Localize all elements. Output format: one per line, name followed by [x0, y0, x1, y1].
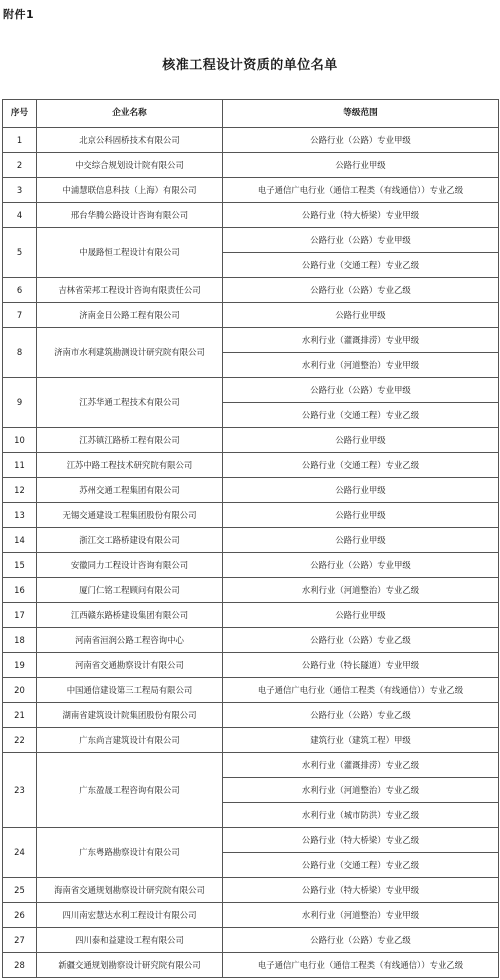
table-row [3, 953, 499, 978]
serial-no-cell: 19 [3, 653, 37, 678]
company-name-cell: 广东盈晟工程咨询有限公司 [37, 753, 223, 828]
grade-scope-cell: 电子通信广电行业（通信工程类（有线通信））专业乙级 [223, 678, 499, 703]
grade-scope-cell: 公路行业（公路）专业乙级 [223, 703, 499, 728]
grade-scope-cell: 公路行业（特大桥梁）专业甲级 [223, 878, 499, 903]
serial-no-cell: 24 [3, 828, 37, 878]
serial-no-cell: 25 [3, 878, 37, 903]
company-name-cell: 广东粤路勘察设计有限公司 [37, 828, 223, 878]
attachment-label: 附件1 [3, 8, 35, 21]
serial-no-cell: 1 [3, 128, 37, 153]
serial-no-cell: 3 [3, 178, 37, 203]
grade-scope-cell: 公路行业甲级 [223, 603, 499, 628]
table-row [3, 728, 499, 753]
company-name-cell: 厦门仁铭工程顾问有限公司 [37, 578, 223, 603]
grade-scope-cell: 公路行业甲级 [223, 428, 499, 453]
grade-scope-cell: 水利行业（河道整治）专业甲级 [223, 353, 499, 378]
grade-scope-cell: 公路行业（公路）专业乙级 [223, 928, 499, 953]
table-row [3, 478, 499, 503]
company-name-cell: 无锡交通建设工程集团股份有限公司 [37, 503, 223, 528]
company-name-cell: 浙江交工路桥建设有限公司 [37, 528, 223, 553]
table-row [3, 303, 499, 328]
grade-scope-cell: 水利行业（城市防洪）专业乙级 [223, 803, 499, 828]
table-row [3, 203, 499, 228]
company-name-cell: 海南省交通规划勘察设计研究院有限公司 [37, 878, 223, 903]
serial-no-cell: 22 [3, 728, 37, 753]
serial-no-cell: 23 [3, 753, 37, 828]
grade-scope-cell: 公路行业（交通工程）专业乙级 [223, 853, 499, 878]
grade-scope-cell: 公路行业（公路）专业甲级 [223, 228, 499, 253]
company-name-cell: 邢台华腾公路设计咨询有限公司 [37, 203, 223, 228]
grade-scope-cell: 公路行业（公路）专业甲级 [223, 378, 499, 403]
serial-no-cell: 11 [3, 453, 37, 478]
company-name-cell: 江苏中路工程技术研究院有限公司 [37, 453, 223, 478]
serial-no-cell: 4 [3, 203, 37, 228]
header-company-name: 企业名称 [37, 100, 223, 128]
company-name-cell: 济南金日公路工程有限公司 [37, 303, 223, 328]
table-row [3, 553, 499, 578]
table-row [3, 378, 499, 403]
serial-no-cell: 2 [3, 153, 37, 178]
grade-scope-cell: 公路行业甲级 [223, 528, 499, 553]
table-row [3, 678, 499, 703]
serial-no-cell: 14 [3, 528, 37, 553]
serial-no-cell: 26 [3, 903, 37, 928]
grade-scope-cell: 水利行业（灌溉排涝）专业甲级 [223, 328, 499, 353]
grade-scope-cell: 水利行业（河道整治）专业甲级 [223, 903, 499, 928]
serial-no-cell: 13 [3, 503, 37, 528]
table-row [3, 228, 499, 253]
table-row [3, 828, 499, 853]
company-name-cell: 江苏镇江路桥工程有限公司 [37, 428, 223, 453]
company-name-cell: 广东尚言建筑设计有限公司 [37, 728, 223, 753]
table-row [3, 278, 499, 303]
serial-no-cell: 15 [3, 553, 37, 578]
header-grade-scope: 等级范围 [223, 100, 499, 128]
grade-scope-cell: 水利行业（河道整治）专业乙级 [223, 578, 499, 603]
table-row [3, 528, 499, 553]
grade-scope-cell: 公路行业（特大桥梁）专业乙级 [223, 828, 499, 853]
grade-scope-cell: 建筑行业（建筑工程）甲级 [223, 728, 499, 753]
table-body [3, 128, 499, 978]
header-serial-no: 序号 [3, 100, 37, 128]
table-row [3, 878, 499, 903]
table-row [3, 628, 499, 653]
serial-no-cell: 21 [3, 703, 37, 728]
grade-scope-cell: 电子通信广电行业（通信工程类（有线通信））专业乙级 [223, 178, 499, 203]
company-name-cell: 安徽同力工程设计咨询有限公司 [37, 553, 223, 578]
grade-scope-cell: 公路行业（公路）专业乙级 [223, 628, 499, 653]
company-name-cell: 河南省交通勘察设计有限公司 [37, 653, 223, 678]
serial-no-cell: 28 [3, 953, 37, 978]
company-name-cell: 江苏华通工程技术有限公司 [37, 378, 223, 428]
table-row [3, 328, 499, 353]
table-row [3, 653, 499, 678]
qualification-table [2, 99, 499, 978]
grade-scope-cell: 水利行业（灌溉排涝）专业乙级 [223, 753, 499, 778]
company-name-cell: 吉林省荣邦工程设计咨询有限责任公司 [37, 278, 223, 303]
table-row [3, 453, 499, 478]
table-row [3, 903, 499, 928]
table-row [3, 153, 499, 178]
table-row [3, 703, 499, 728]
company-name-cell: 湖南省建筑设计院集团股份有限公司 [37, 703, 223, 728]
table-row [3, 428, 499, 453]
serial-no-cell: 18 [3, 628, 37, 653]
company-name-cell: 新疆交通规划勘察设计研究院有限公司 [37, 953, 223, 978]
company-name-cell: 四川泰和益建设工程有限公司 [37, 928, 223, 953]
grade-scope-cell: 公路行业（公路）专业乙级 [223, 278, 499, 303]
company-name-cell: 中晟路恒工程设计有限公司 [37, 228, 223, 278]
grade-scope-cell: 公路行业（特大桥梁）专业甲级 [223, 203, 499, 228]
serial-no-cell: 27 [3, 928, 37, 953]
company-name-cell: 中国通信建设第三工程局有限公司 [37, 678, 223, 703]
serial-no-cell: 5 [3, 228, 37, 278]
company-name-cell: 苏州交通工程集团有限公司 [37, 478, 223, 503]
serial-no-cell: 16 [3, 578, 37, 603]
grade-scope-cell: 公路行业甲级 [223, 303, 499, 328]
grade-scope-cell: 水利行业（河道整治）专业乙级 [223, 778, 499, 803]
grade-scope-cell: 公路行业（公路）专业甲级 [223, 553, 499, 578]
serial-no-cell: 17 [3, 603, 37, 628]
grade-scope-cell: 公路行业（交通工程）专业乙级 [223, 403, 499, 428]
grade-scope-cell: 公路行业甲级 [223, 478, 499, 503]
grade-scope-cell: 公路行业（交通工程）专业乙级 [223, 453, 499, 478]
document-title: 核准工程设计资质的单位名单 [162, 58, 338, 73]
table-row [3, 753, 499, 778]
grade-scope-cell: 公路行业（交通工程）专业乙级 [223, 253, 499, 278]
grade-scope-cell: 公路行业甲级 [223, 153, 499, 178]
serial-no-cell: 8 [3, 328, 37, 378]
table-row [3, 178, 499, 203]
company-name-cell: 江西赣东路桥建设集团有限公司 [37, 603, 223, 628]
table-row [3, 128, 499, 153]
serial-no-cell: 10 [3, 428, 37, 453]
serial-no-cell: 9 [3, 378, 37, 428]
grade-scope-cell: 公路行业甲级 [223, 503, 499, 528]
table-row [3, 603, 499, 628]
company-name-cell: 四川南宏慧达水利工程设计有限公司 [37, 903, 223, 928]
table-row [3, 503, 499, 528]
grade-scope-cell: 电子通信广电行业（通信工程类（有线通信））专业乙级 [223, 953, 499, 978]
serial-no-cell: 12 [3, 478, 37, 503]
grade-scope-cell: 公路行业（公路）专业甲级 [223, 128, 499, 153]
company-name-cell: 中浦慧联信息科技（上海）有限公司 [37, 178, 223, 203]
table-header-row [3, 100, 499, 128]
serial-no-cell: 6 [3, 278, 37, 303]
company-name-cell: 中交综合规划设计院有限公司 [37, 153, 223, 178]
table-row [3, 578, 499, 603]
company-name-cell: 河南省洹润公路工程咨询中心 [37, 628, 223, 653]
company-name-cell: 济南市水利建筑勘测设计研究院有限公司 [37, 328, 223, 378]
company-name-cell: 北京公科固桥技术有限公司 [37, 128, 223, 153]
serial-no-cell: 20 [3, 678, 37, 703]
serial-no-cell: 7 [3, 303, 37, 328]
grade-scope-cell: 公路行业（特长隧道）专业甲级 [223, 653, 499, 678]
table-row [3, 928, 499, 953]
